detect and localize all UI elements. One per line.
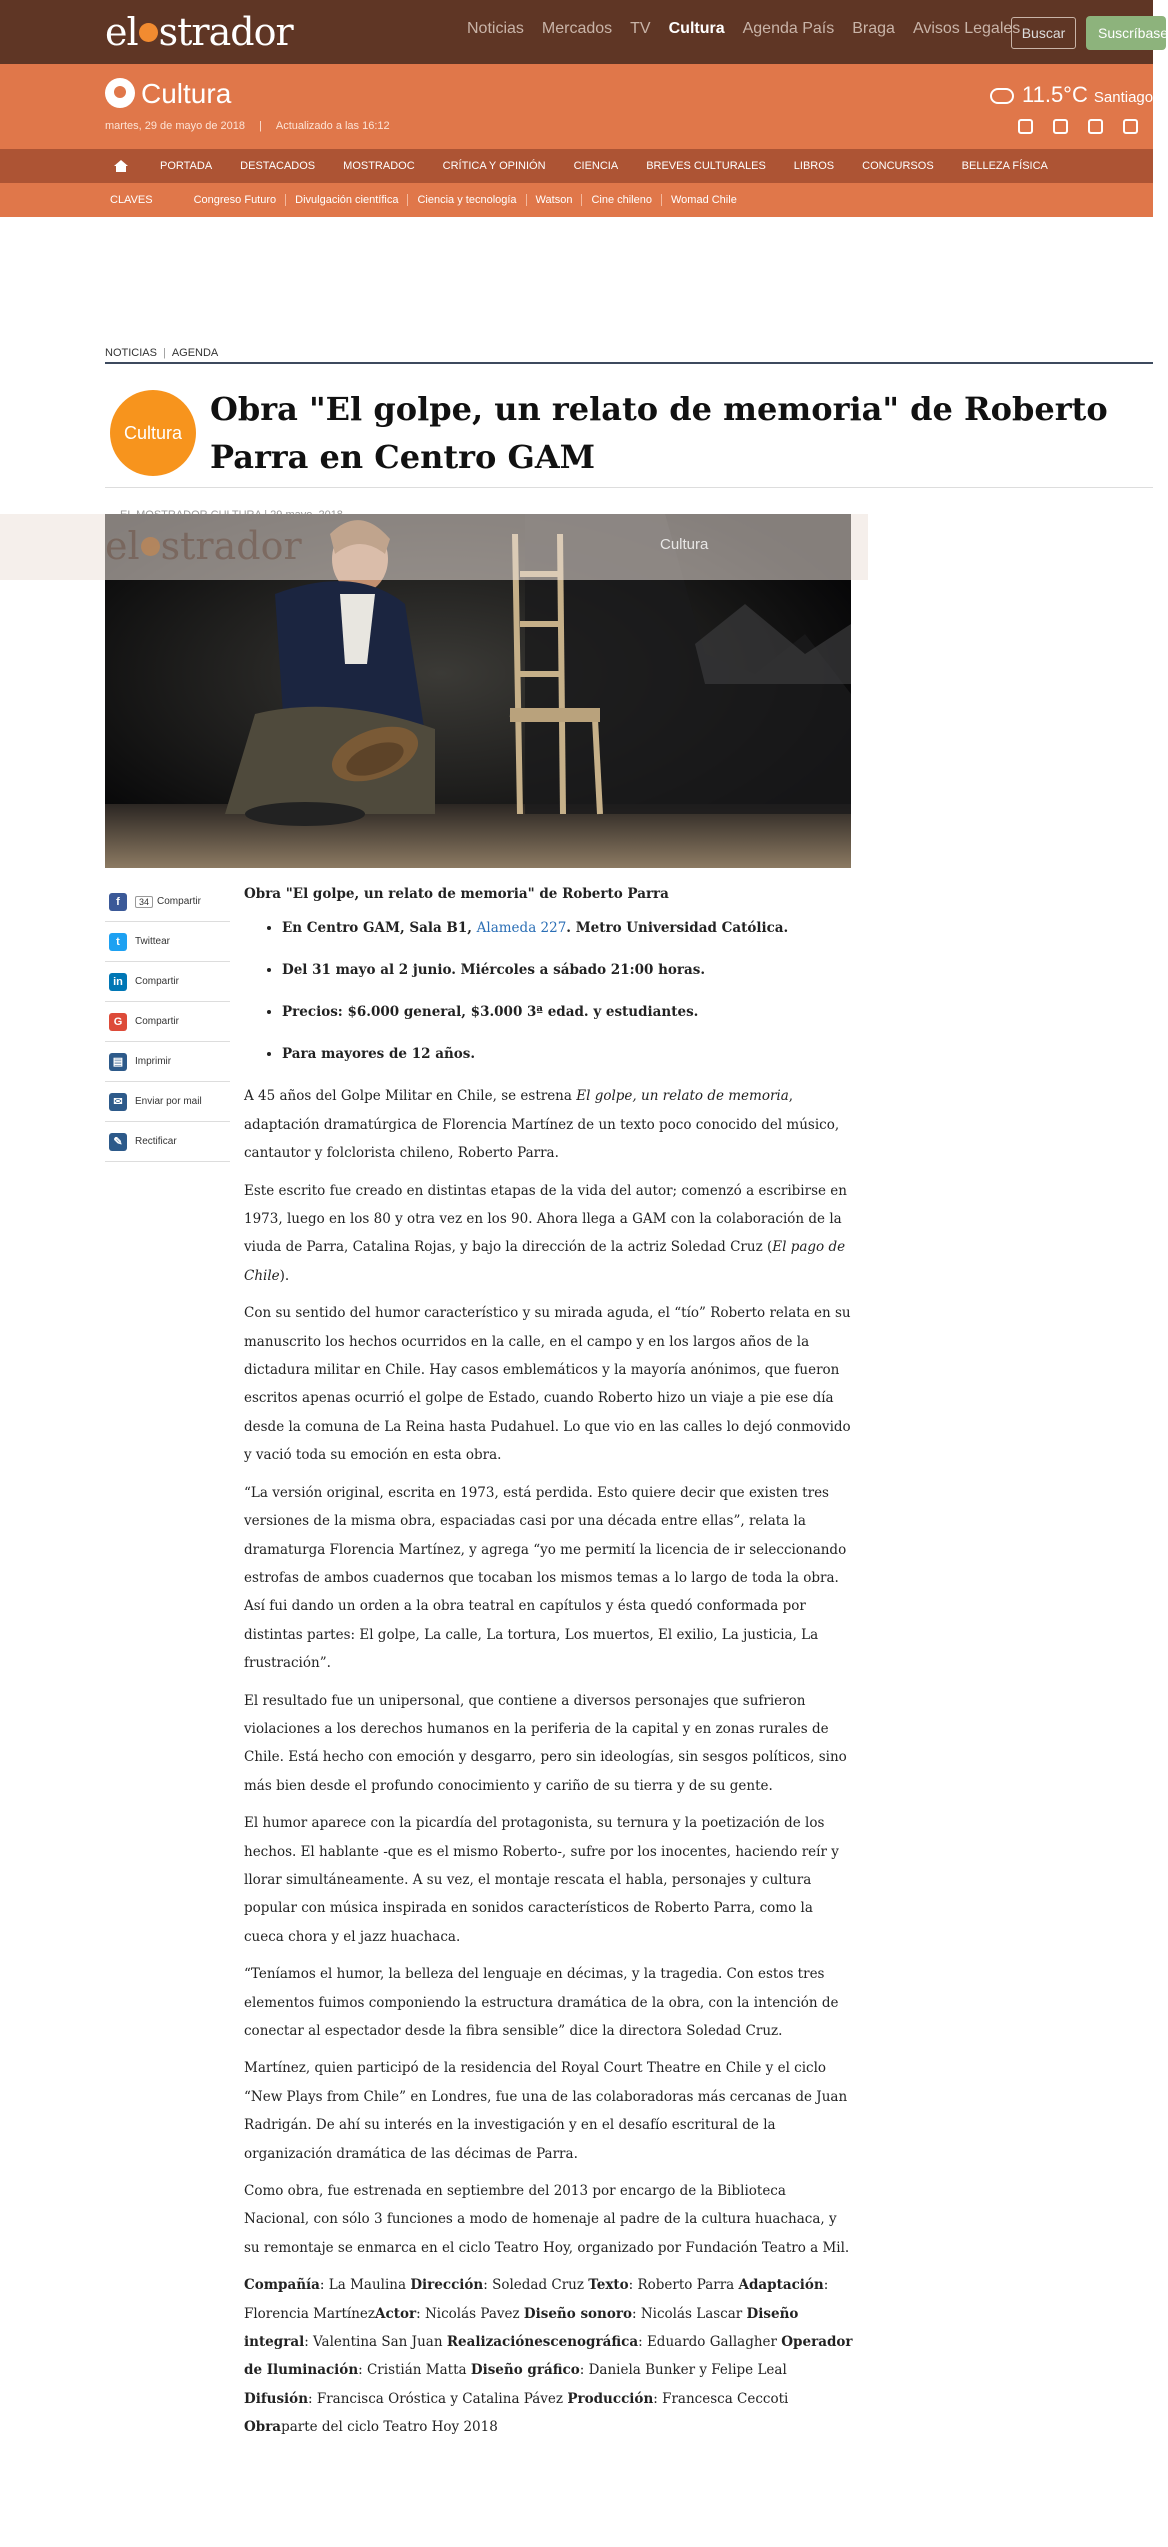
metro-text: . Metro Universidad Católica. bbox=[566, 920, 789, 937]
credit-value: parte del ciclo Teatro Hoy 2018 bbox=[281, 2419, 498, 2436]
top-header bbox=[0, 0, 1168, 64]
article-paragraph: El resultado fue un unipersonal, que contiene a diversos personajes que sufrieron violaciones a los derechos humanos en la periferia de la capital y en zonas rurales de Chile. Está hecho con emoción y desgarro, pero sin ideologías, sin sesgos políticos, sino más bien desde el profundo conocimiento y cariño de su tierra y de su gente. bbox=[244, 1692, 847, 1794]
search-button[interactable]: Buscar bbox=[1011, 17, 1076, 49]
facebook-icon[interactable] bbox=[1018, 119, 1033, 134]
home-icon[interactable] bbox=[114, 160, 128, 172]
mainnav-breves[interactable]: BREVES CULTURALES bbox=[646, 160, 766, 172]
credit-value: : Cristián Matta bbox=[358, 2362, 471, 2379]
article-paragraph: “Teníamos el humor, la belleza del lenguaje en décimas, y la tragedia. Con estos tres elementos fuimos componiendo la estructura dramática de la obra, con la intención de conectar al espectador desde la fibra sensible” dice la directora Soledad Cruz. bbox=[244, 1966, 839, 2039]
article-paragraph bbox=[244, 1082, 854, 1167]
mainnav-destacados[interactable]: DESTACADOS bbox=[240, 160, 316, 172]
title-divider bbox=[105, 487, 1153, 488]
mainnav-critica[interactable]: CRÍTICA Y OPINIÓN bbox=[442, 160, 546, 172]
event-details-list bbox=[282, 914, 854, 1068]
printer-icon: ▤ bbox=[109, 1053, 127, 1071]
tag-item[interactable]: Watson bbox=[526, 194, 582, 206]
credit-label: Dirección bbox=[410, 2277, 484, 2294]
credit-label: Obra bbox=[244, 2419, 282, 2436]
weather-widget bbox=[990, 82, 1153, 108]
list-item: • Del 31 mayo al 2 junio. Miércoles a sábado 21:00 horas. bbox=[282, 956, 854, 984]
paragraph-text: ). bbox=[279, 1267, 290, 1284]
article-paragraph: Con su sentido del humor característico y su mirada aguda, el “tío” Roberto relata en su manuscrito los hechos ocurridos en la calle, en el campo y en los largos años de la dictadura militar en Chile. Hay casos emblemáticos y la mayoría anónimos, que fueron escritos apenas ocurrió el golpe de Estado, cuando Roberto hizo un viaje a pie ese día desde la comuna de La Reina hasta Pudahuel. Lo que vio en las calles lo dejó conmovido y vació toda su emoción en esta obra. bbox=[244, 1305, 851, 1464]
mainnav-ciencia[interactable]: CIENCIA bbox=[573, 160, 619, 172]
print-button[interactable] bbox=[105, 1042, 230, 1082]
share-sidebar bbox=[105, 882, 230, 1162]
article-paragraph: “La versión original, escrita en 1973, está perdida. Esto quiere decir que existen tres versiones de la misma obra, espaciadas casi por una década entre ellas”, relata la dramaturga Florencia Martínez, y agrega “yo me permití la licencia de ir seleccionando estrofas de ambos cuadernos que tocaban los mismos temas a lo largo de toda la obra. Así fui dando un orden a la obra teatral en capítulos y ésta quedó conformada por distintas partes: El golpe, La calle, La tortura, Los muertos, El exilio, La justicia, La frustración”. bbox=[244, 1484, 847, 1672]
credit-value: : Soledad Cruz bbox=[483, 2277, 589, 2294]
envelope-icon: ✉ bbox=[109, 1093, 127, 1111]
share-twitter[interactable] bbox=[105, 922, 230, 962]
mail-icon[interactable] bbox=[1123, 119, 1138, 134]
nav-cultura[interactable]: Cultura bbox=[668, 20, 725, 37]
sticky-logo-right: strador bbox=[160, 524, 302, 568]
cloud-icon bbox=[990, 88, 1014, 104]
credit-value: : Daniela Bunker y Felipe Leal bbox=[579, 2362, 787, 2379]
article-paragraph: Como obra, fue estrenada en septiembre del 2013 por encargo de la Biblioteca Nacional, con sólo 3 funciones a modo de homenaje al padre de la cultura huachaca, y su remontaje se enmarca en el ciclo Teatro Hoy, organizado por Fundación Teatro a Mil. bbox=[244, 2183, 850, 2256]
tag-item[interactable]: Divulgación científica bbox=[285, 194, 407, 206]
credit-value: : Francesca Ceccoti bbox=[653, 2390, 789, 2407]
google-plus-icon: G bbox=[109, 1013, 127, 1031]
play-title-italic: El golpe, un relato de memoria bbox=[576, 1088, 789, 1105]
article-paragraph bbox=[244, 1177, 854, 1291]
credit-label: Adaptación bbox=[738, 2277, 824, 2294]
credit-label: Difusión bbox=[244, 2390, 309, 2407]
credit-label: Producción bbox=[567, 2390, 654, 2407]
current-date: martes, 29 de mayo de 2018 bbox=[105, 120, 246, 132]
share-google-label: Compartir bbox=[135, 1016, 179, 1027]
instagram-icon[interactable] bbox=[1088, 119, 1103, 134]
subscribe-button[interactable]: Suscríbase bbox=[1086, 16, 1166, 50]
mainnav-mostradoc[interactable]: MOSTRADOC bbox=[343, 160, 415, 172]
breadcrumb bbox=[105, 347, 218, 359]
nav-tv[interactable]: TV bbox=[630, 20, 651, 37]
mainnav-belleza[interactable]: BELLEZA FÍSICA bbox=[961, 160, 1048, 172]
breadcrumb-noticias[interactable]: NOTICIAS bbox=[105, 347, 157, 359]
sticky-logo bbox=[105, 524, 302, 568]
paragraph-text: , adaptación dramatúrgica de Florencia Martínez de un texto poco conocido del músico, cantautor y folclorista chileno, Roberto Parra. bbox=[244, 1088, 840, 1162]
paragraph-text: Este escrito fue creado en distintas etapas de la vida del autor; comenzó a escribirse en 1973, luego en los 80 y otra vez en los 90. Ahora llega a GAM con la colaboración de la viuda de Parra, Catalina Rojas, y bajo la dirección de la actriz Soledad Cruz ( bbox=[244, 1182, 847, 1256]
mail-share-label: Enviar por mail bbox=[135, 1096, 202, 1107]
weather-city: Santiago bbox=[1093, 89, 1154, 106]
credit-value: : Eduardo Gallagher bbox=[638, 2334, 782, 2351]
share-facebook[interactable] bbox=[105, 882, 230, 922]
breadcrumb-agenda[interactable]: AGENDA bbox=[171, 347, 219, 359]
logo-text-right: strador bbox=[158, 10, 293, 54]
tag-item[interactable]: Womad Chile bbox=[661, 194, 746, 206]
weather-temp: 11.5°C bbox=[1022, 82, 1088, 107]
mainnav-libros[interactable]: LIBROS bbox=[793, 160, 835, 172]
twitter-icon: t bbox=[109, 933, 127, 951]
mainnav-portada[interactable]: PORTADA bbox=[160, 160, 213, 172]
credit-label: Compañía bbox=[244, 2277, 320, 2294]
credit-label: Diseño gráfico bbox=[470, 2362, 580, 2379]
nav-braga[interactable]: Braga bbox=[852, 20, 895, 37]
share-twitter-label: Twittear bbox=[135, 936, 171, 947]
sticky-header-overlay bbox=[0, 514, 868, 580]
social-links bbox=[1018, 119, 1138, 134]
venue-text: En Centro GAM, Sala B1, bbox=[282, 920, 477, 937]
sticky-logo-dot bbox=[141, 537, 160, 556]
article-paragraph: El humor aparece con la picardía del protagonista, su ternura y la poetización de los hechos. El hablante -que es el mismo Roberto-, sufre por los inocentes, haciendo reír y llorar simultáneamente. A su vez, el montaje rescata el habla, personajes y cultura popular con música inspirada en sonidos característicos de Roberto Parra, como la cueca chora y el jazz huachaca. bbox=[244, 1815, 839, 1945]
main-nav bbox=[0, 149, 1153, 183]
credit-label: Actor bbox=[375, 2305, 417, 2322]
top-nav bbox=[467, 20, 1038, 38]
logo-dot bbox=[139, 23, 158, 42]
article-lead: Obra "El golpe, un relato de memoria" de Roberto Parra bbox=[244, 886, 669, 902]
credit-label: Realizaciónescenográfica bbox=[446, 2334, 639, 2351]
updated-time: Actualizado a las 16:12 bbox=[275, 120, 390, 132]
tag-item[interactable]: Ciencia y tecnología bbox=[407, 194, 525, 206]
list-item: • Para mayores de 12 años. bbox=[282, 1040, 854, 1068]
nav-noticias[interactable]: Noticias bbox=[467, 20, 524, 37]
credit-label: Diseño sonoro bbox=[523, 2305, 632, 2322]
twitter-icon[interactable] bbox=[1053, 119, 1068, 134]
date-separator: | bbox=[259, 120, 262, 132]
section-date-line bbox=[105, 120, 390, 132]
credit-value: : Francisca Oróstica y Catalina Pávez bbox=[308, 2390, 568, 2407]
sticky-section-title: Cultura bbox=[660, 536, 709, 553]
mainnav-concursos[interactable]: CONCURSOS bbox=[862, 160, 934, 172]
credit-value: : Valentina San Juan bbox=[304, 2334, 447, 2351]
credit-label: Operador de Iluminación bbox=[244, 2334, 853, 2379]
credits-paragraph bbox=[244, 2271, 854, 2441]
mail-share-button[interactable] bbox=[105, 1082, 230, 1122]
section-logo-icon bbox=[105, 78, 135, 108]
list-item bbox=[282, 914, 854, 942]
rectify-button[interactable] bbox=[105, 1122, 230, 1162]
tag-item[interactable]: Cine chileno bbox=[581, 194, 661, 206]
nav-avisos-legales[interactable]: Avisos Legales bbox=[912, 20, 1021, 37]
share-linkedin[interactable] bbox=[105, 962, 230, 1002]
pencil-icon: ✎ bbox=[109, 1133, 127, 1151]
address-link[interactable]: Alameda 227 bbox=[476, 920, 567, 937]
site-logo[interactable] bbox=[105, 10, 293, 54]
breadcrumb-divider bbox=[105, 362, 1153, 364]
logo-text-left: el bbox=[105, 10, 138, 54]
credit-label: Diseño integral bbox=[244, 2305, 799, 2351]
print-label: Imprimir bbox=[135, 1056, 172, 1067]
tags-label: CLAVES bbox=[110, 194, 153, 206]
credit-value: : La Maulina bbox=[319, 2277, 411, 2294]
facebook-icon: f bbox=[109, 893, 127, 911]
paragraph-text: A 45 años del Golpe Militar en Chile, se estrena bbox=[244, 1088, 577, 1105]
play-title-italic: El pago de Chile bbox=[244, 1239, 846, 1284]
credit-value: : Roberto Parra bbox=[628, 2277, 739, 2294]
article-paragraph: Martínez, quien participó de la residencia del Royal Court Theatre en Chile y el ciclo “New Plays from Chile” en Londres, fue una de las colaboradoras más cercanas de Juan Radrigán. De ahí su interés en la investigación y en el desafío escritural de la organización dramática de las décimas de Parra. bbox=[244, 2060, 848, 2162]
section-title[interactable]: Cultura bbox=[141, 78, 232, 109]
rectify-label: Rectificar bbox=[135, 1136, 177, 1147]
sticky-logo-left: el bbox=[105, 524, 140, 568]
article-body bbox=[244, 880, 854, 2451]
credit-value: : Nicolás Lascar bbox=[632, 2305, 747, 2322]
credit-label: Texto bbox=[588, 2277, 629, 2294]
list-item: • Precios: $6.000 general, $3.000 3ª edad. y estudiantes. bbox=[282, 998, 854, 1026]
share-facebook-label: Compartir bbox=[157, 896, 201, 907]
tags-nav bbox=[0, 183, 1153, 217]
share-linkedin-label: Compartir bbox=[135, 976, 179, 987]
share-count: 34 bbox=[135, 896, 153, 908]
credit-value: : Nicolás Pavez bbox=[416, 2305, 524, 2322]
linkedin-icon: in bbox=[109, 973, 127, 991]
article-title: Obra "El golpe, un relato de memoria" de Roberto Parra en Centro GAM bbox=[210, 390, 1108, 476]
tag-item[interactable]: Congreso Futuro bbox=[193, 194, 277, 206]
breadcrumb-separator: | bbox=[162, 347, 166, 359]
category-badge[interactable]: Cultura bbox=[110, 390, 196, 476]
nav-agenda-pais[interactable]: Agenda País bbox=[742, 20, 835, 37]
credit-value: : Florencia Martínez bbox=[244, 2277, 829, 2322]
nav-mercados[interactable]: Mercados bbox=[541, 20, 613, 37]
share-google[interactable] bbox=[105, 1002, 230, 1042]
